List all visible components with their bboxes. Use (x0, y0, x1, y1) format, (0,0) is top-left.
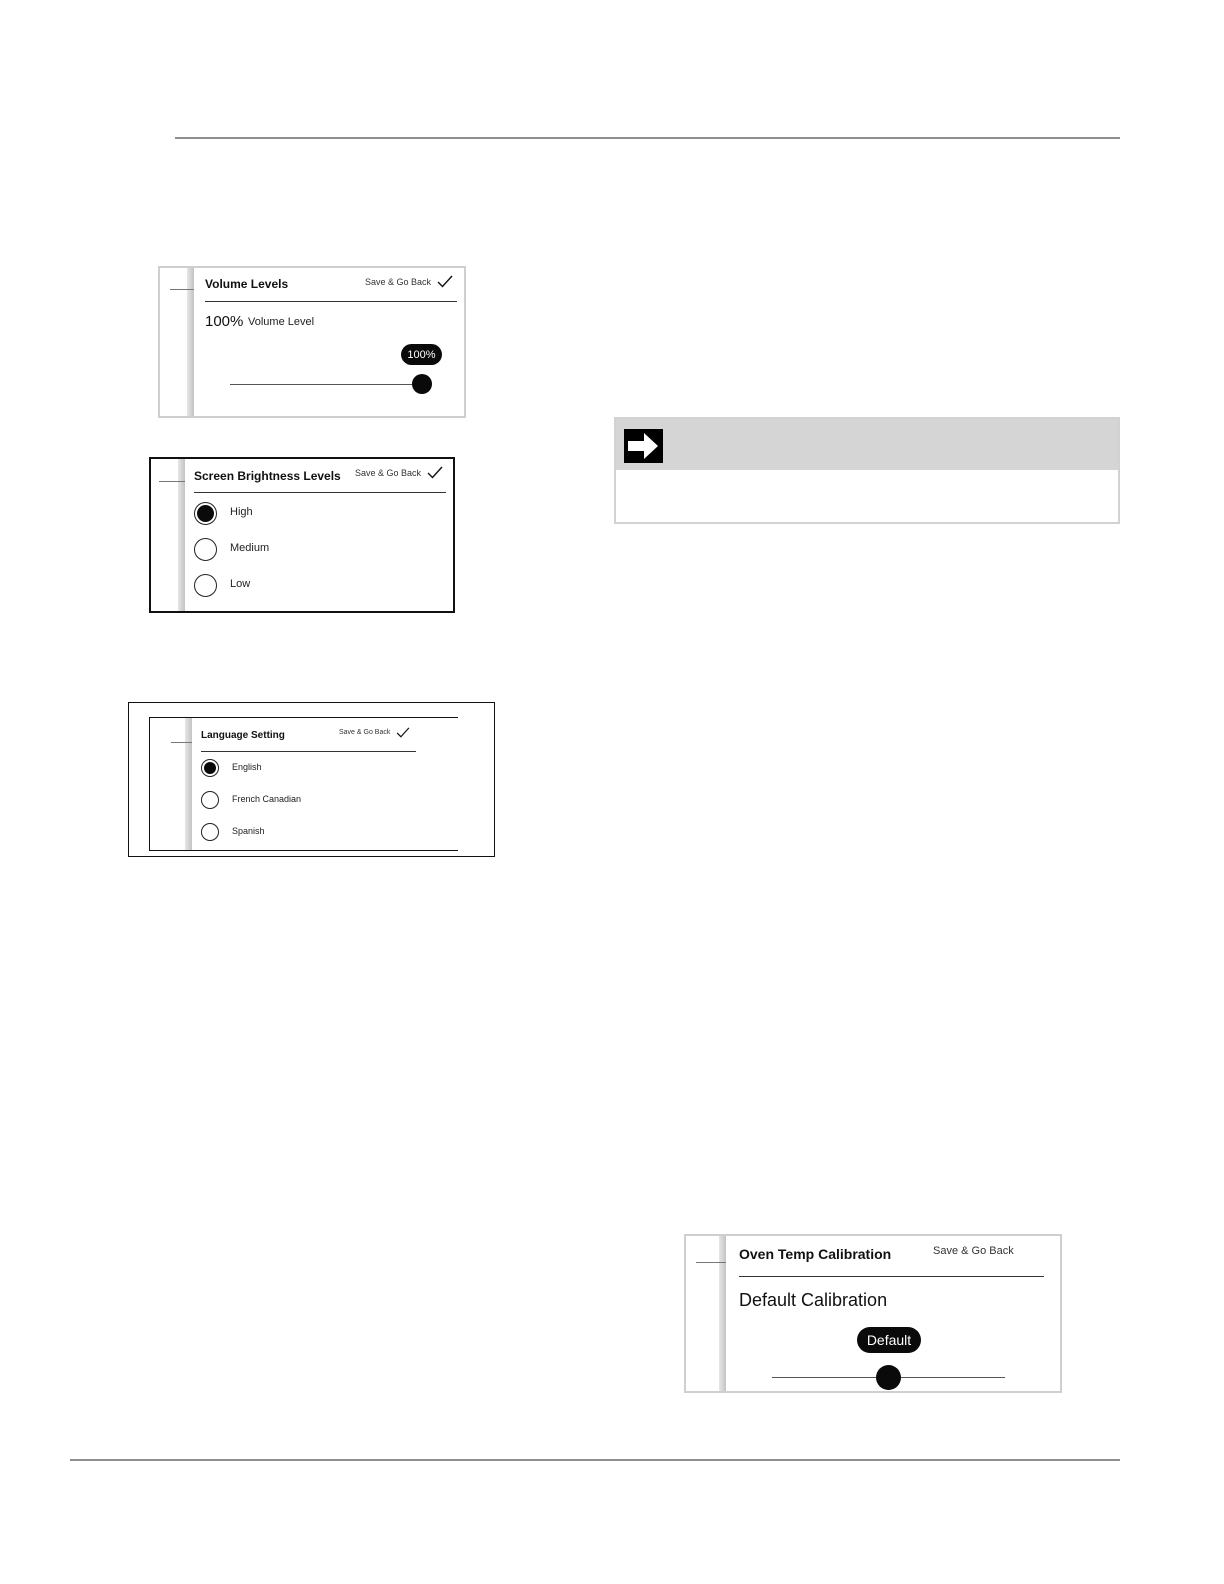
screen-side-bar (187, 268, 194, 416)
save-go-back-label: Save & Go Back (933, 1245, 1014, 1257)
save-go-back-button[interactable] (365, 275, 453, 288)
bottom-rule (70, 1459, 1120, 1461)
notice-header (616, 419, 1118, 470)
notice-box (614, 417, 1120, 524)
radio-label-english: English (232, 762, 262, 772)
save-go-back-label: Save & Go Back (365, 276, 432, 287)
save-go-back-button[interactable] (355, 466, 443, 479)
volume-value-label: Volume Level (248, 316, 315, 328)
radio-french-canadian[interactable] (201, 791, 219, 809)
calibration-value-label: Default Calibration (739, 1290, 888, 1310)
checkmark-icon (396, 727, 410, 738)
radio-medium[interactable] (194, 538, 217, 561)
save-go-back-button[interactable] (339, 727, 410, 738)
back-stub[interactable] (159, 481, 185, 482)
radio-english[interactable] (201, 759, 219, 777)
back-stub[interactable] (696, 1262, 726, 1263)
volume-levels-screen (158, 266, 466, 418)
radio-label-spanish: Spanish (232, 826, 265, 836)
screen-side-bar (719, 1236, 726, 1391)
screen-title: Volume Levels (205, 277, 289, 291)
radio-label-high: High (230, 506, 253, 518)
radio-label-low: Low (230, 578, 251, 590)
screen-title: Oven Temp Calibration (739, 1246, 892, 1262)
save-go-back-label: Save & Go Back (339, 729, 391, 736)
title-underline (201, 751, 416, 752)
calibration-slider-knob[interactable] (876, 1365, 901, 1390)
volume-slider-knob[interactable] (412, 374, 432, 394)
back-stub[interactable] (171, 742, 192, 743)
volume-slider-track[interactable] (230, 384, 420, 385)
calibration-badge: Default (857, 1327, 921, 1353)
radio-high[interactable] (194, 502, 217, 525)
volume-value: 100% (205, 313, 244, 330)
title-underline (194, 492, 446, 493)
radio-label-medium: Medium (230, 542, 270, 554)
language-setting-screen (149, 717, 458, 851)
radio-low[interactable] (194, 574, 217, 597)
arrow-right-icon (624, 429, 663, 463)
volume-badge: 100% (401, 344, 442, 365)
back-stub[interactable] (170, 289, 194, 290)
screen-side-bar (185, 718, 192, 850)
oven-temp-calibration-screen (684, 1234, 1062, 1393)
save-go-back-label: Save & Go Back (355, 467, 422, 478)
checkmark-icon (427, 466, 443, 479)
brightness-levels-screen (149, 457, 455, 613)
title-underline (205, 301, 457, 302)
radio-spanish[interactable] (201, 823, 219, 841)
screen-title: Screen Brightness Levels (194, 469, 341, 483)
save-go-back-button[interactable] (933, 1245, 1014, 1257)
radio-label-french-canadian: French Canadian (232, 794, 302, 804)
checkmark-icon (437, 275, 453, 288)
title-underline (739, 1276, 1044, 1277)
screen-title: Language Setting (201, 730, 285, 741)
top-rule (175, 137, 1120, 139)
